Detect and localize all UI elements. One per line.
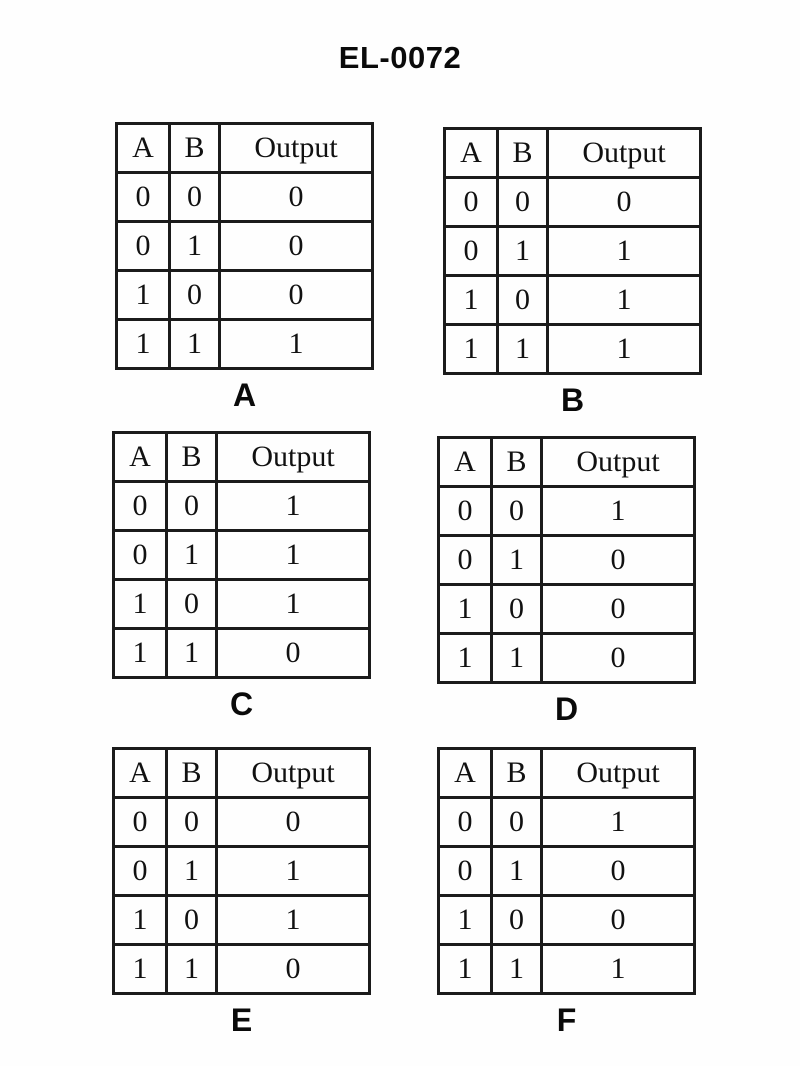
cell-b: 0	[498, 276, 548, 325]
cell-output: 0	[220, 173, 373, 222]
cell-output: 1	[217, 896, 370, 945]
cell-a: 1	[114, 945, 167, 994]
truth-table-b-grid	[443, 127, 702, 375]
cell-output: 0	[542, 585, 695, 634]
table-label-b: B	[560, 382, 585, 418]
cell-a: 1	[117, 320, 170, 369]
table-row	[114, 482, 370, 531]
cell-output: 0	[542, 847, 695, 896]
page-title: EL-0072	[338, 40, 462, 75]
table-row	[114, 531, 370, 580]
col-header-a: A	[114, 749, 167, 798]
table-row	[445, 276, 701, 325]
cell-b: 1	[492, 847, 542, 896]
col-header-output: Output	[217, 433, 370, 482]
cell-b: 1	[167, 847, 217, 896]
col-header-b: B	[170, 124, 220, 173]
table-row	[114, 945, 370, 994]
table-row	[117, 320, 373, 369]
col-header-a: A	[445, 129, 498, 178]
cell-output: 1	[217, 580, 370, 629]
table-row	[114, 580, 370, 629]
table-row	[445, 178, 701, 227]
col-header-a: A	[439, 749, 492, 798]
cell-a: 1	[439, 585, 492, 634]
header-row	[117, 124, 373, 173]
cell-output: 0	[220, 271, 373, 320]
cell-b: 0	[492, 896, 542, 945]
cell-b: 1	[167, 629, 217, 678]
truth-table-f	[437, 747, 696, 1039]
cell-b: 1	[170, 320, 220, 369]
table-row	[439, 634, 695, 683]
col-header-b: B	[167, 749, 217, 798]
table-label-e: E	[230, 1002, 253, 1038]
cell-b: 0	[170, 173, 220, 222]
table-label-d: D	[554, 691, 579, 727]
cell-output: 1	[542, 945, 695, 994]
cell-b: 0	[167, 798, 217, 847]
table-row	[117, 271, 373, 320]
cell-a: 0	[439, 487, 492, 536]
cell-output: 0	[542, 536, 695, 585]
cell-b: 0	[167, 580, 217, 629]
cell-b: 1	[492, 634, 542, 683]
truth-table-c	[112, 431, 371, 723]
col-header-output: Output	[542, 749, 695, 798]
table-row	[439, 847, 695, 896]
cell-b: 1	[167, 945, 217, 994]
col-header-output: Output	[542, 438, 695, 487]
table-row	[439, 487, 695, 536]
cell-a: 0	[439, 798, 492, 847]
table-row	[114, 798, 370, 847]
cell-a: 0	[114, 798, 167, 847]
table-label-f: F	[556, 1002, 577, 1038]
col-header-b: B	[492, 438, 542, 487]
cell-b: 0	[492, 487, 542, 536]
cell-a: 0	[114, 531, 167, 580]
cell-b: 0	[492, 798, 542, 847]
cell-b: 0	[492, 585, 542, 634]
cell-output: 1	[548, 227, 701, 276]
header-row	[439, 749, 695, 798]
truth-table-c-grid	[112, 431, 371, 679]
table-row	[439, 945, 695, 994]
table-row	[439, 585, 695, 634]
table-row	[117, 222, 373, 271]
cell-b: 1	[498, 325, 548, 374]
cell-a: 1	[114, 580, 167, 629]
cell-a: 1	[439, 945, 492, 994]
header-row	[114, 749, 370, 798]
cell-output: 1	[542, 487, 695, 536]
col-header-a: A	[114, 433, 167, 482]
col-header-output: Output	[548, 129, 701, 178]
cell-output: 0	[217, 798, 370, 847]
cell-a: 1	[445, 276, 498, 325]
cell-a: 1	[114, 896, 167, 945]
cell-output: 1	[548, 325, 701, 374]
cell-a: 0	[445, 178, 498, 227]
cell-b: 1	[167, 531, 217, 580]
cell-a: 1	[117, 271, 170, 320]
table-row	[114, 847, 370, 896]
truth-table-e	[112, 747, 371, 1039]
cell-b: 0	[167, 482, 217, 531]
truth-table-a	[115, 122, 374, 414]
col-header-output: Output	[217, 749, 370, 798]
truth-table-f-grid	[437, 747, 696, 995]
cell-a: 0	[117, 222, 170, 271]
cell-b: 1	[170, 222, 220, 271]
cell-b: 1	[498, 227, 548, 276]
table-row	[439, 536, 695, 585]
cell-b: 0	[170, 271, 220, 320]
cell-output: 0	[542, 634, 695, 683]
table-row	[114, 896, 370, 945]
col-header-output: Output	[220, 124, 373, 173]
col-header-b: B	[167, 433, 217, 482]
table-row	[445, 227, 701, 276]
cell-a: 1	[114, 629, 167, 678]
cell-a: 1	[439, 634, 492, 683]
header-row	[439, 438, 695, 487]
cell-output: 1	[217, 847, 370, 896]
cell-output: 1	[217, 531, 370, 580]
cell-output: 0	[220, 222, 373, 271]
table-row	[117, 173, 373, 222]
cell-a: 0	[445, 227, 498, 276]
truth-table-b	[443, 127, 702, 419]
cell-b: 0	[167, 896, 217, 945]
cell-output: 0	[548, 178, 701, 227]
cell-a: 0	[439, 847, 492, 896]
header-row	[114, 433, 370, 482]
cell-output: 1	[220, 320, 373, 369]
cell-b: 0	[498, 178, 548, 227]
table-label-a: A	[232, 377, 257, 413]
cell-b: 1	[492, 945, 542, 994]
cell-b: 1	[492, 536, 542, 585]
truth-table-d	[437, 436, 696, 728]
table-label-c: C	[229, 686, 254, 722]
cell-a: 1	[439, 896, 492, 945]
truth-table-a-grid	[115, 122, 374, 370]
cell-a: 0	[114, 847, 167, 896]
cell-output: 0	[217, 629, 370, 678]
table-row	[439, 798, 695, 847]
table-row	[114, 629, 370, 678]
cell-a: 1	[445, 325, 498, 374]
col-header-a: A	[439, 438, 492, 487]
cell-output: 1	[542, 798, 695, 847]
cell-output: 1	[548, 276, 701, 325]
col-header-b: B	[492, 749, 542, 798]
col-header-b: B	[498, 129, 548, 178]
table-row	[439, 896, 695, 945]
header-row	[445, 129, 701, 178]
cell-a: 0	[117, 173, 170, 222]
table-row	[445, 325, 701, 374]
cell-output: 1	[217, 482, 370, 531]
cell-output: 0	[217, 945, 370, 994]
col-header-a: A	[117, 124, 170, 173]
cell-a: 0	[439, 536, 492, 585]
truth-table-e-grid	[112, 747, 371, 995]
cell-output: 0	[542, 896, 695, 945]
truth-table-d-grid	[437, 436, 696, 684]
cell-a: 0	[114, 482, 167, 531]
